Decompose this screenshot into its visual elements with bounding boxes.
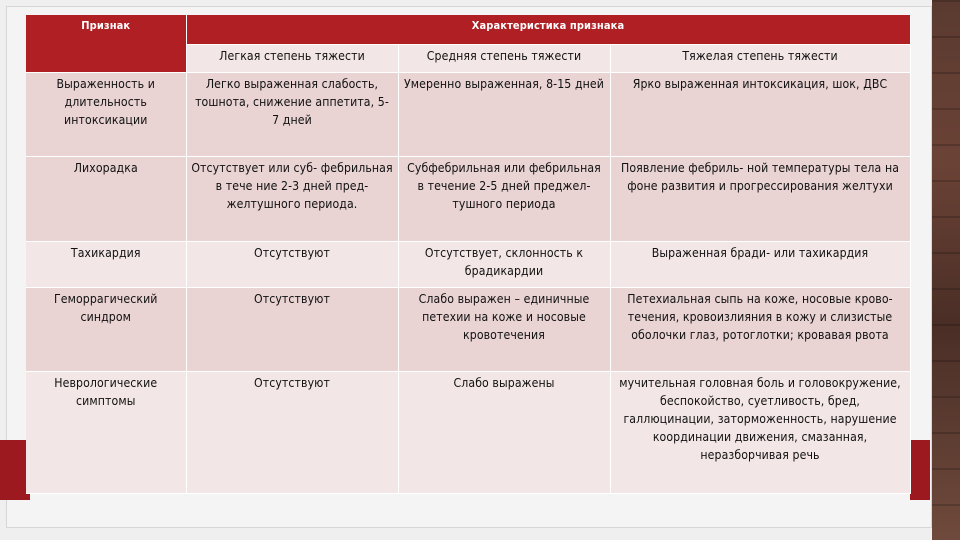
table-row <box>26 371 910 493</box>
row-severe: Ярко выраженная интоксикация, шок, ДВС <box>610 72 910 156</box>
table-header-row <box>26 15 910 44</box>
row-feature: Тахикардия <box>26 241 186 287</box>
header-severe: Тяжелая степень тяжести <box>610 44 910 72</box>
row-mild: Легко выраженная слабость, тошнота, снижение аппетита, 5- 7 дней <box>186 72 398 156</box>
severity-table <box>26 15 911 494</box>
row-feature: Неврологические симптомы <box>26 371 186 493</box>
row-feature: Лихорадка <box>26 156 186 241</box>
row-severe: Появление фебриль- ной температуры тела на фоне развития и прогрессирования желтухи <box>610 156 910 241</box>
table-row <box>26 72 910 156</box>
row-mild: Отсутствуют <box>186 287 398 371</box>
row-moderate: Умеренно выраженная, 8-15 дней <box>398 72 610 156</box>
row-moderate: Субфебрильная или фебрильная в течение 2-5 дней преджел- тушного периода <box>398 156 610 241</box>
header-feature: Признак <box>26 15 186 72</box>
header-mild: Легкая степень тяжести <box>186 44 398 72</box>
row-moderate: Слабо выражен – единичные петехии на коже и носовые кровотечения <box>398 287 610 371</box>
table-row <box>26 287 910 371</box>
table-row <box>26 156 910 241</box>
brick-wall-edge <box>932 0 960 540</box>
header-moderate: Средняя степень тяжести <box>398 44 610 72</box>
row-severe: Выраженная бради- или тахикардия <box>610 241 910 287</box>
row-mild: Отсутствуют <box>186 241 398 287</box>
row-feature: Геморрагический синдром <box>26 287 186 371</box>
row-severe: Петехиальная сыпь на коже, носовые крово- течения, кровоизлияния в кожу и слизистые оболочки глаз, ротоглотки; кровавая рвота <box>610 287 910 371</box>
row-mild: Отсутствует или суб- фебрильная в тече ние 2-3 дней пред- желтушного периода. <box>186 156 398 241</box>
row-mild: Отсутствуют <box>186 371 398 493</box>
header-characteristic: Характеристика признака <box>186 15 910 44</box>
row-moderate: Слабо выражены <box>398 371 610 493</box>
row-moderate: Отсутствует, склонность к брадикардии <box>398 241 610 287</box>
row-feature: Выраженность и длительность интоксикации <box>26 72 186 156</box>
row-severe: мучительная головная боль и головокружение, беспокойство, суетливость, бред, галлюцинации, заторможенность, нарушение координации движения, смазанная, неразборчивая речь <box>610 371 910 493</box>
decorative-red-band-right <box>910 440 930 500</box>
table-row <box>26 241 910 287</box>
